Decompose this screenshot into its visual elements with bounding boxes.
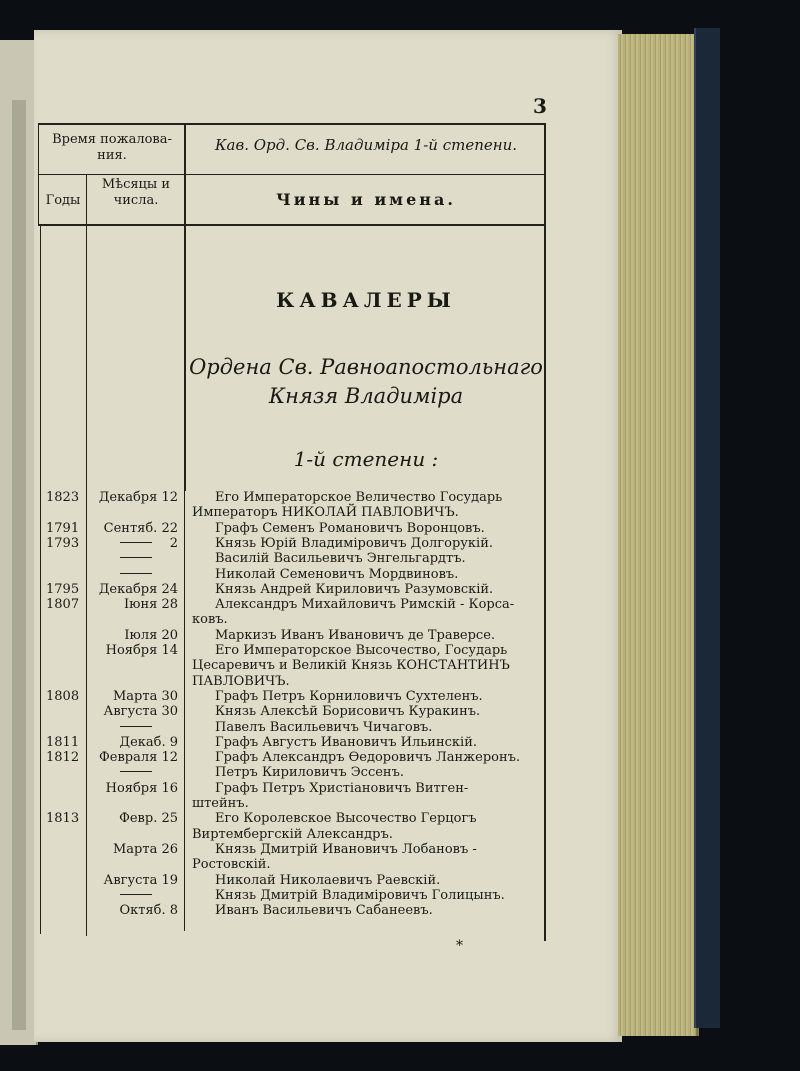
entry-name-line: Его Императорское Высочество, Государь [215,643,508,658]
entry-date: Декаб. 9 [119,734,178,750]
ditto-dash [120,573,152,574]
entry-year: 1808 [46,688,80,704]
header-col-divider [86,175,87,225]
header-order-title: Кав. Орд. Св. Владимiра 1-й степени. [214,136,518,154]
entry-date: Декабря 12 [98,490,178,505]
entry-name-line: штейнъ. [192,796,249,811]
entry-name-line: ПАВЛОВИЧЪ. [192,673,290,689]
entry-date: Iюля 20 [124,627,178,643]
entry-name-line: ковъ. [192,612,228,628]
table-top-rule [38,123,545,125]
page-number: 3 [533,94,547,118]
entry-date: Марта 30 [113,688,178,704]
entry-name-line: Николай Семеновичъ Мордвиновъ. [215,566,459,582]
entry-year: 1793 [46,535,80,551]
entry-date: Февр. 25 [119,811,178,827]
year-column-left-rule [40,226,41,934]
entry-name-line: Виртембергскiй Александръ. [192,826,393,842]
entry-date: Сентяб. 22 [103,520,178,536]
header-years: Годы [45,193,81,208]
entry-year: 1807 [46,597,80,613]
ditto-dash [120,771,152,772]
entry-year: 1813 [46,811,80,827]
ditto-dash [120,894,152,895]
entry-year: 1823 [46,490,80,505]
entry-name-line: Князь Дмитрiй Владимiровичъ Голицынъ. [215,887,505,903]
left-page-shadow [12,100,26,1030]
entry-name-line: Графъ Александръ Ѳедоровичъ Ланжеронъ. [215,750,521,766]
entry-date: Декабря 24 [98,581,178,597]
date-column-right-rule [184,491,185,931]
table-left-rule [38,123,39,226]
entry-name-line: Иванъ Васильевичъ Сабанеевъ. [215,903,433,919]
ditto-dash [120,557,152,558]
entry-name-line: Графъ Семенъ Романовичъ Воронцовъ. [215,520,485,536]
entry-name-line: Ростовскiй. [192,857,271,873]
left-page-edge [0,40,38,1045]
entry-name-line: Его Королевское Высочество Герцогъ [215,811,477,827]
entry-year: 1811 [46,734,80,750]
entry-year: 1795 [46,581,80,597]
entry-name-line: Графъ Петръ Корниловичъ Сухтеленъ. [215,688,483,704]
header-ranks-names: Чины и имена. [276,190,456,209]
entry-name-line: Князь Андрей Кириловичъ Разумовскiй. [215,581,494,597]
entry-name-line: Петръ Кириловичъ Эссенъ. [215,765,404,781]
entry-name-line: Графъ Петръ Христiановичъ Витген- [215,780,469,796]
section-subtitle-line1: Ордена Св. Равноапостольнаго [189,355,543,379]
col-divider-right [184,123,186,491]
entry-date: Октяб. 8 [119,903,178,919]
header-months-days: Мѣсяцы и числа. [101,177,171,208]
entry-date: 2 [169,535,178,551]
entry-date: Февраля 12 [98,750,178,766]
ditto-dash [120,726,152,727]
page-block-edge [618,34,699,1036]
section-title: КАВАЛЕРЫ [276,288,456,312]
entry-name-line: Графъ Августъ Ивановичъ Ильинскiй. [215,734,477,750]
header-time-granted: Время пожалова-ния. [52,132,172,163]
entry-date: Ноября 14 [105,643,178,658]
table-header-bottom-rule [38,224,545,226]
entry-name-line: Князь Юрiй Владимiровичъ Долгорукiй. [215,535,493,551]
entry-date: Августа 19 [103,872,178,888]
entry-name-line: Николай Николаевичъ Раевскiй. [215,872,441,888]
entry-name-line: Цесаревичъ и Великiй Князь КОНСТАНТИНЪ [192,658,510,674]
entry-name-line: Маркизъ Иванъ Ивановичъ де Траверсе. [215,627,496,643]
entry-name-line: Василiй Васильевичъ Энгельгардтъ. [215,551,466,567]
entry-year: 1812 [46,750,80,766]
entry-name-line: Императоръ НИКОЛАЙ ПАВЛОВИЧЪ. [192,505,459,521]
table-header-divider [38,174,545,175]
entry-date: Iюня 28 [124,597,178,613]
section-subtitle-line2: Князя Владимiра [268,384,464,408]
entry-year: 1791 [46,520,80,536]
entry-name-line: Александръ Михайловичъ Римскiй - Корса- [215,597,515,613]
section-degree: 1-й степени : [293,447,439,471]
entry-date: Марта 26 [113,841,178,857]
book-cover [694,28,720,1028]
footer-mark: * [456,938,463,954]
entry-date: Ноября 16 [105,780,178,796]
entry-name-line: Князь Дмитрiй Ивановичъ Лобановъ - [215,841,477,857]
entry-date: Августа 30 [103,704,178,720]
entry-name-line: Павелъ Васильевичъ Чичаговъ. [215,719,433,735]
entry-name-line: Его Императорское Величество Государь [215,490,503,505]
entry-name-line: Князь Алексѣй Борисовичъ Куракинъ. [215,704,481,720]
